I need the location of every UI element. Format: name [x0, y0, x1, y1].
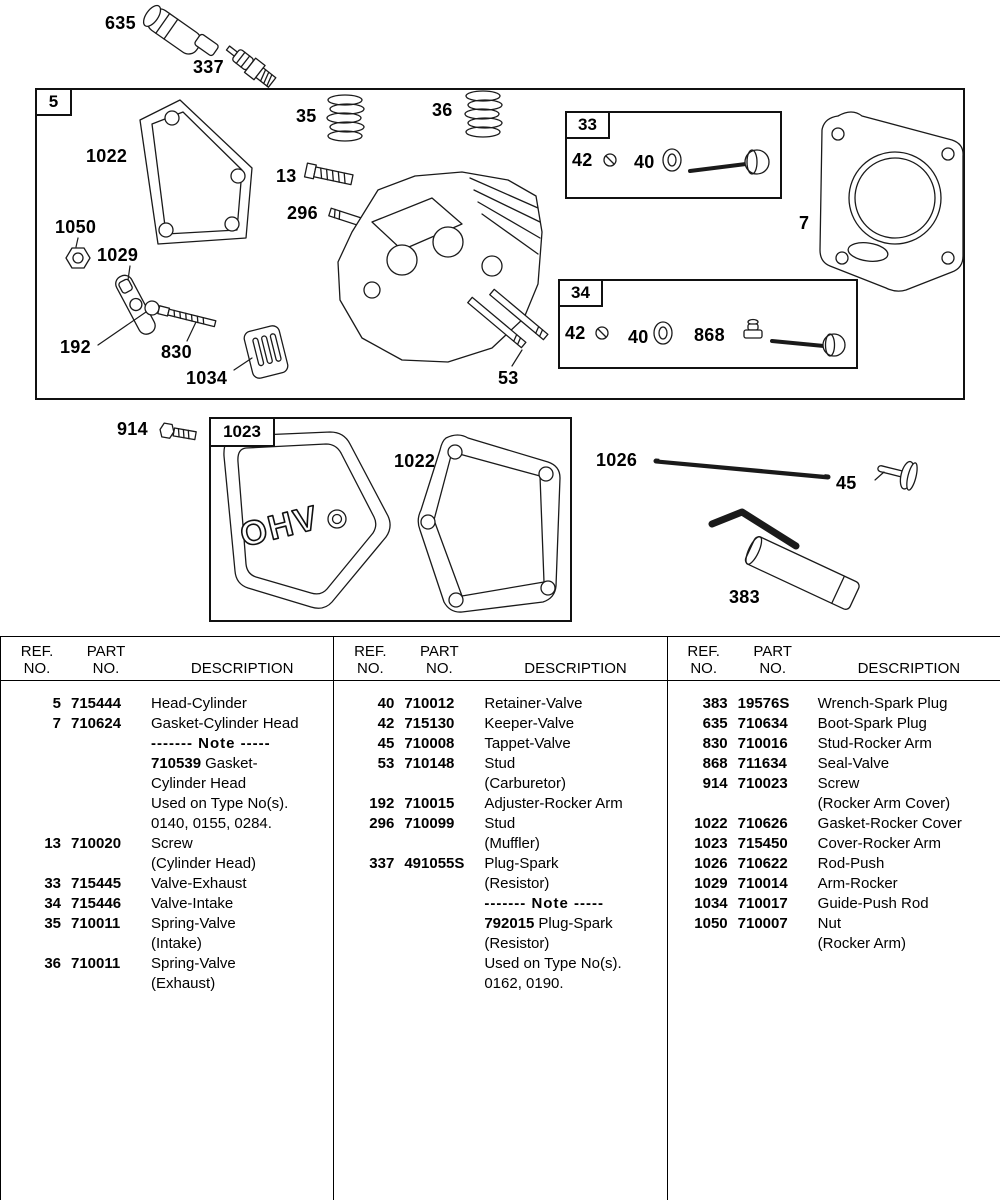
- description-cell: [484, 774, 662, 794]
- part-label-914: 914: [117, 419, 148, 439]
- ref-no-cell: [13, 814, 61, 834]
- part-label-1050: 1050: [55, 217, 97, 237]
- table-row: [13, 914, 329, 934]
- part-label-35: 35: [296, 106, 317, 126]
- table-row: [346, 754, 662, 774]
- description-text: Cover-Rocker Arm: [817, 835, 942, 852]
- part-no-cell: 710148: [404, 755, 455, 772]
- part-label-53: 53: [498, 368, 519, 388]
- table-row: [680, 934, 996, 954]
- part-header-line2: NO.: [425, 660, 453, 677]
- ref-no-cell: 383: [702, 695, 728, 712]
- description-text: Used on Type No(s).: [484, 955, 622, 972]
- description-cell: [818, 774, 996, 794]
- description-cell: [151, 774, 329, 794]
- ref-no-cell: [346, 914, 394, 934]
- ref-no-cell: [346, 954, 394, 974]
- description-text: Used on Type No(s).: [151, 795, 289, 812]
- description-header: DESCRIPTION: [190, 660, 294, 677]
- description-cell: [151, 834, 329, 854]
- table-header: [334, 637, 666, 681]
- valve-seal-drawing: [744, 320, 762, 339]
- part-no-cell: 710624: [71, 715, 122, 732]
- part-no-cell: [738, 794, 808, 814]
- description-text: 0162, 0190.: [484, 975, 564, 992]
- description-text: Gasket-: [205, 755, 258, 772]
- group-label-33: 33: [565, 111, 610, 139]
- part-no-cell: 715450: [737, 835, 788, 852]
- part-label-13: 13: [276, 166, 297, 186]
- description-cell: [818, 754, 996, 774]
- ref-no-cell: 7: [52, 715, 61, 732]
- ref-no-cell: [346, 774, 394, 794]
- ref-no-cell: [680, 934, 728, 954]
- description-cell: [484, 834, 662, 854]
- description-cell: [151, 694, 329, 714]
- ref-no-cell: [13, 934, 61, 954]
- description-text: Stud-Rocker Arm: [817, 735, 932, 752]
- description-text: (Muffler): [484, 835, 540, 852]
- table-row: [346, 934, 662, 954]
- part-no-cell: 715445: [71, 875, 122, 892]
- description-text: (Resistor): [484, 935, 550, 952]
- part-no-cell: 491055S: [404, 855, 465, 872]
- part-no-cell: [71, 754, 141, 774]
- part-no-cell: 710016: [737, 735, 788, 752]
- part-no-cell: [71, 934, 141, 954]
- description-cell: [484, 814, 662, 834]
- description-cell: [484, 754, 662, 774]
- ref-no-cell: 1026: [694, 855, 728, 872]
- part-header-line2: NO.: [759, 660, 786, 677]
- part-no-cell: 710020: [71, 835, 122, 852]
- parts-table-column-3: [667, 637, 1000, 1200]
- ref-header-line2: NO.: [690, 660, 717, 677]
- part-label-1022-head: 1022: [86, 146, 128, 166]
- table-row: [346, 714, 662, 734]
- ref-header-line2: NO.: [23, 660, 51, 677]
- description-header: DESCRIPTION: [857, 660, 961, 677]
- table-row: [346, 694, 662, 714]
- description-text: (Cylinder Head): [151, 855, 257, 872]
- description-text: Valve-Intake: [151, 895, 234, 912]
- rocker-nut-drawing: [66, 248, 90, 268]
- part-label-830: 830: [161, 342, 192, 362]
- ref-no-cell: 635: [702, 715, 728, 732]
- table-body: [668, 681, 1000, 954]
- parts-table: [0, 636, 1000, 1200]
- ref-no-cell: [346, 834, 394, 854]
- ref-no-cell: 868: [702, 755, 728, 772]
- description-cell: [818, 834, 996, 854]
- table-row: [13, 734, 329, 754]
- table-row: [346, 954, 662, 974]
- ref-no-cell: [13, 794, 61, 814]
- part-label-1034: 1034: [186, 368, 228, 388]
- part-no-cell: 711634: [737, 755, 787, 772]
- table-row: [346, 794, 662, 814]
- part-no-cell: [404, 894, 474, 914]
- part-header-line2: NO.: [92, 660, 120, 677]
- description-cell: [151, 934, 329, 954]
- description-cell: [151, 954, 329, 974]
- description-cell: [484, 734, 662, 754]
- description-cell: [151, 734, 329, 754]
- description-cell: [818, 714, 996, 734]
- table-row: [13, 774, 329, 794]
- description-cell: [151, 814, 329, 834]
- description-text: Keeper-Valve: [484, 715, 575, 732]
- description-text: Screw: [151, 835, 193, 852]
- description-cell: [484, 694, 662, 714]
- description-cell: [151, 894, 329, 914]
- part-label-383: 383: [729, 587, 760, 607]
- part-no-cell: 710099: [404, 815, 455, 832]
- part-no-cell: 715130: [404, 715, 455, 732]
- part-no-cell: [71, 774, 141, 794]
- description-cell: [818, 894, 996, 914]
- description-text: Adjuster-Rocker Arm: [484, 795, 623, 812]
- tappet-drawing: [875, 454, 920, 491]
- ref-no-cell: 1050: [694, 915, 728, 932]
- push-rod-drawing: [656, 459, 828, 477]
- spark-plug-drawing: [222, 41, 277, 90]
- exhaust-valve-drawing: [604, 149, 769, 174]
- ref-no-cell: 914: [702, 775, 728, 792]
- part-label-192: 192: [60, 337, 91, 357]
- description-text: (Exhaust): [151, 975, 216, 992]
- inline-part-no: 792015: [484, 915, 535, 932]
- part-label-337: 337: [193, 57, 224, 77]
- exhaust-valve-spring-drawing: [465, 91, 502, 137]
- description-cell: [151, 974, 329, 994]
- part-no-cell: 710007: [737, 915, 788, 932]
- description-text: 0140, 0155, 0284.: [151, 815, 272, 832]
- description-text: Wrench-Spark Plug: [817, 695, 948, 712]
- table-body: [334, 681, 666, 994]
- parts-table-column-1: [1, 637, 333, 1200]
- description-cell: [151, 874, 329, 894]
- part-label-36: 36: [432, 100, 453, 120]
- description-text: (Rocker Arm): [817, 935, 906, 952]
- description-text: Seal-Valve: [817, 755, 890, 772]
- ref-no-cell: [13, 774, 61, 794]
- description-text: Rod-Push: [817, 855, 885, 872]
- ref-no-cell: 53: [377, 755, 395, 772]
- cover-screw-drawing: [159, 423, 197, 443]
- ref-header-line1: REF.: [687, 643, 720, 660]
- description-text: Spring-Valve: [151, 915, 236, 932]
- part-label-1022-cover: 1022: [394, 451, 436, 471]
- part-label-868: 868: [694, 325, 725, 345]
- part-no-cell: [404, 834, 474, 854]
- table-row: [680, 854, 996, 874]
- table-header: [668, 637, 1000, 681]
- group-label-34: 34: [558, 279, 603, 307]
- table-row: [13, 834, 329, 854]
- table-row: [13, 954, 329, 974]
- push-rod-guide-drawing: [243, 324, 290, 379]
- part-no-cell: 710634: [737, 715, 788, 732]
- table-row: [680, 734, 996, 754]
- ref-header-line1: REF.: [20, 643, 54, 660]
- table-row: [680, 894, 996, 914]
- ref-no-cell: 1034: [694, 895, 728, 912]
- table-row: [13, 794, 329, 814]
- part-no-cell: [404, 934, 474, 954]
- table-body: [1, 681, 333, 994]
- part-no-cell: 19576S: [737, 695, 790, 712]
- part-no-cell: 710011: [71, 955, 121, 972]
- table-row: [346, 914, 662, 934]
- description-cell: [818, 694, 996, 714]
- ref-no-cell: 192: [369, 795, 395, 812]
- table-row: [680, 914, 996, 934]
- description-cell: [151, 754, 329, 774]
- ref-no-cell: 36: [44, 955, 61, 972]
- cylinder-head-gasket-drawing: [820, 112, 963, 291]
- part-label-635: 635: [105, 13, 136, 33]
- cylinder-head-screw-drawing: [305, 163, 354, 186]
- table-row: [13, 874, 329, 894]
- table-row: [680, 814, 996, 834]
- part-no-cell: [71, 734, 141, 754]
- part-label-42-intake: 42: [565, 323, 586, 343]
- ref-no-cell: 830: [702, 735, 728, 752]
- description-text: Cylinder Head: [151, 775, 247, 792]
- description-text: Guide-Push Rod: [817, 895, 929, 912]
- description-cell: [818, 814, 996, 834]
- ref-no-cell: [346, 934, 394, 954]
- description-text: Stud: [484, 815, 516, 832]
- description-text: Nut: [817, 915, 841, 932]
- table-row: [680, 754, 996, 774]
- table-row: [680, 714, 996, 734]
- table-row: [680, 874, 996, 894]
- part-no-cell: [71, 974, 141, 994]
- description-text: Spring-Valve: [151, 955, 236, 972]
- description-cell: [484, 974, 662, 994]
- description-text: ------- Note -----: [151, 735, 271, 752]
- ref-no-cell: 45: [377, 735, 395, 752]
- description-text: ------- Note -----: [484, 895, 604, 912]
- part-no-cell: [404, 774, 474, 794]
- description-cell: [818, 914, 996, 934]
- group-label-1023: 1023: [209, 417, 275, 447]
- description-cell: [484, 954, 662, 974]
- part-label-1029: 1029: [97, 245, 139, 265]
- description-text: Tappet-Valve: [484, 735, 571, 752]
- description-cell: [484, 934, 662, 954]
- inline-part-no: 710539: [151, 755, 202, 772]
- table-row: [346, 874, 662, 894]
- table-row: [346, 834, 662, 854]
- ref-no-cell: 13: [44, 835, 61, 852]
- ref-no-cell: 1029: [694, 875, 728, 892]
- ref-no-cell: [13, 974, 61, 994]
- spark-plug-boot-drawing: [140, 3, 219, 58]
- table-row: [13, 934, 329, 954]
- part-no-cell: 710626: [737, 815, 788, 832]
- part-no-cell: 710015: [404, 795, 455, 812]
- part-label-40-exhaust: 40: [634, 152, 655, 172]
- description-text: Plug-Spark: [484, 855, 559, 872]
- part-no-cell: [404, 974, 474, 994]
- ref-no-cell: 34: [44, 895, 61, 912]
- parts-table-column-2: [333, 637, 666, 1200]
- ref-no-cell: 1023: [694, 835, 728, 852]
- description-cell: [484, 854, 662, 874]
- description-cell: [818, 734, 996, 754]
- part-no-cell: 710017: [737, 895, 788, 912]
- description-text: (Intake): [151, 935, 202, 952]
- part-no-cell: 710008: [404, 735, 455, 752]
- ref-no-cell: 296: [369, 815, 395, 832]
- description-text: Retainer-Valve: [484, 695, 583, 712]
- table-row: [680, 794, 996, 814]
- description-text: Gasket-Cylinder Head: [151, 715, 299, 732]
- table-row: [346, 774, 662, 794]
- table-row: [13, 974, 329, 994]
- ref-no-cell: 42: [377, 715, 395, 732]
- ref-no-cell: [13, 854, 61, 874]
- part-no-cell: [738, 934, 808, 954]
- table-row: [13, 754, 329, 774]
- description-text: Plug-Spark: [538, 915, 613, 932]
- part-no-cell: [404, 874, 474, 894]
- ref-no-cell: [346, 894, 394, 914]
- head-gasket-drawing: [140, 100, 252, 244]
- description-text: Arm-Rocker: [817, 875, 898, 892]
- ref-header-line2: NO.: [356, 660, 384, 677]
- table-header: [1, 637, 333, 681]
- description-cell: [151, 794, 329, 814]
- ref-no-cell: 40: [377, 695, 395, 712]
- description-text: Valve-Exhaust: [151, 875, 247, 892]
- part-header-line1: PART: [86, 643, 126, 660]
- description-text: (Resistor): [484, 875, 550, 892]
- table-row: [13, 894, 329, 914]
- description-cell: [484, 874, 662, 894]
- table-row: [346, 814, 662, 834]
- table-row: [13, 814, 329, 834]
- part-no-cell: 710622: [737, 855, 788, 872]
- table-row: [13, 714, 329, 734]
- table-row: [346, 974, 662, 994]
- description-text: (Carburetor): [484, 775, 567, 792]
- part-label-42-exhaust: 42: [572, 150, 593, 170]
- part-no-cell: 715444: [71, 695, 122, 712]
- ref-no-cell: 35: [44, 915, 61, 932]
- part-label-1026: 1026: [596, 450, 638, 470]
- description-text: Screw: [817, 775, 860, 792]
- description-cell: [484, 714, 662, 734]
- ref-no-cell: [346, 974, 394, 994]
- description-text: Stud: [484, 755, 516, 772]
- part-no-cell: [71, 854, 141, 874]
- description-cell: [484, 914, 662, 934]
- rocker-cover-gasket-drawing: [418, 435, 560, 612]
- table-row: [680, 774, 996, 794]
- ref-no-cell: [680, 794, 728, 814]
- table-row: [346, 854, 662, 874]
- part-label-7: 7: [799, 213, 810, 233]
- part-no-cell: [404, 914, 474, 934]
- ref-no-cell: 5: [52, 695, 61, 712]
- cover-ohv-text: OHV: [236, 498, 324, 555]
- table-row: [13, 694, 329, 714]
- ref-no-cell: 1022: [694, 815, 728, 832]
- ref-header-line1: REF.: [354, 643, 387, 660]
- description-cell: [151, 854, 329, 874]
- description-text: Gasket-Rocker Cover: [817, 815, 962, 832]
- description-cell: [818, 794, 996, 814]
- ref-no-cell: 33: [44, 875, 61, 892]
- description-cell: [484, 894, 662, 914]
- part-no-cell: 710014: [737, 875, 788, 892]
- intake-valve-spring-drawing: [327, 95, 364, 141]
- description-cell: [818, 854, 996, 874]
- description-cell: [818, 934, 996, 954]
- table-row: [346, 734, 662, 754]
- cylinder-head-drawing: [338, 172, 548, 362]
- part-no-cell: 715446: [71, 895, 122, 912]
- part-header-line1: PART: [753, 643, 792, 660]
- part-label-40-intake: 40: [628, 327, 649, 347]
- description-text: (Rocker Arm Cover): [817, 795, 951, 812]
- table-row: [680, 834, 996, 854]
- ref-no-cell: [13, 754, 61, 774]
- rocker-cover-drawing: [224, 432, 390, 608]
- part-header-line1: PART: [420, 643, 459, 660]
- part-no-cell: 710023: [737, 775, 788, 792]
- description-cell: [151, 914, 329, 934]
- part-no-cell: [404, 954, 474, 974]
- table-row: [13, 854, 329, 874]
- part-label-45: 45: [836, 473, 857, 493]
- part-no-cell: [71, 794, 141, 814]
- part-no-cell: 710012: [404, 695, 455, 712]
- description-text: Head-Cylinder: [151, 695, 247, 712]
- part-no-cell: [71, 814, 141, 834]
- ref-no-cell: [346, 874, 394, 894]
- part-no-cell: 710011: [71, 915, 121, 932]
- table-row: [346, 894, 662, 914]
- description-cell: [484, 794, 662, 814]
- description-text: Boot-Spark Plug: [817, 715, 927, 732]
- ref-no-cell: 337: [369, 855, 395, 872]
- description-header: DESCRIPTION: [524, 660, 627, 677]
- description-cell: [151, 714, 329, 734]
- description-cell: [818, 874, 996, 894]
- group-label-5: 5: [35, 88, 72, 116]
- table-row: [680, 694, 996, 714]
- part-label-296: 296: [287, 203, 318, 223]
- ref-no-cell: [13, 734, 61, 754]
